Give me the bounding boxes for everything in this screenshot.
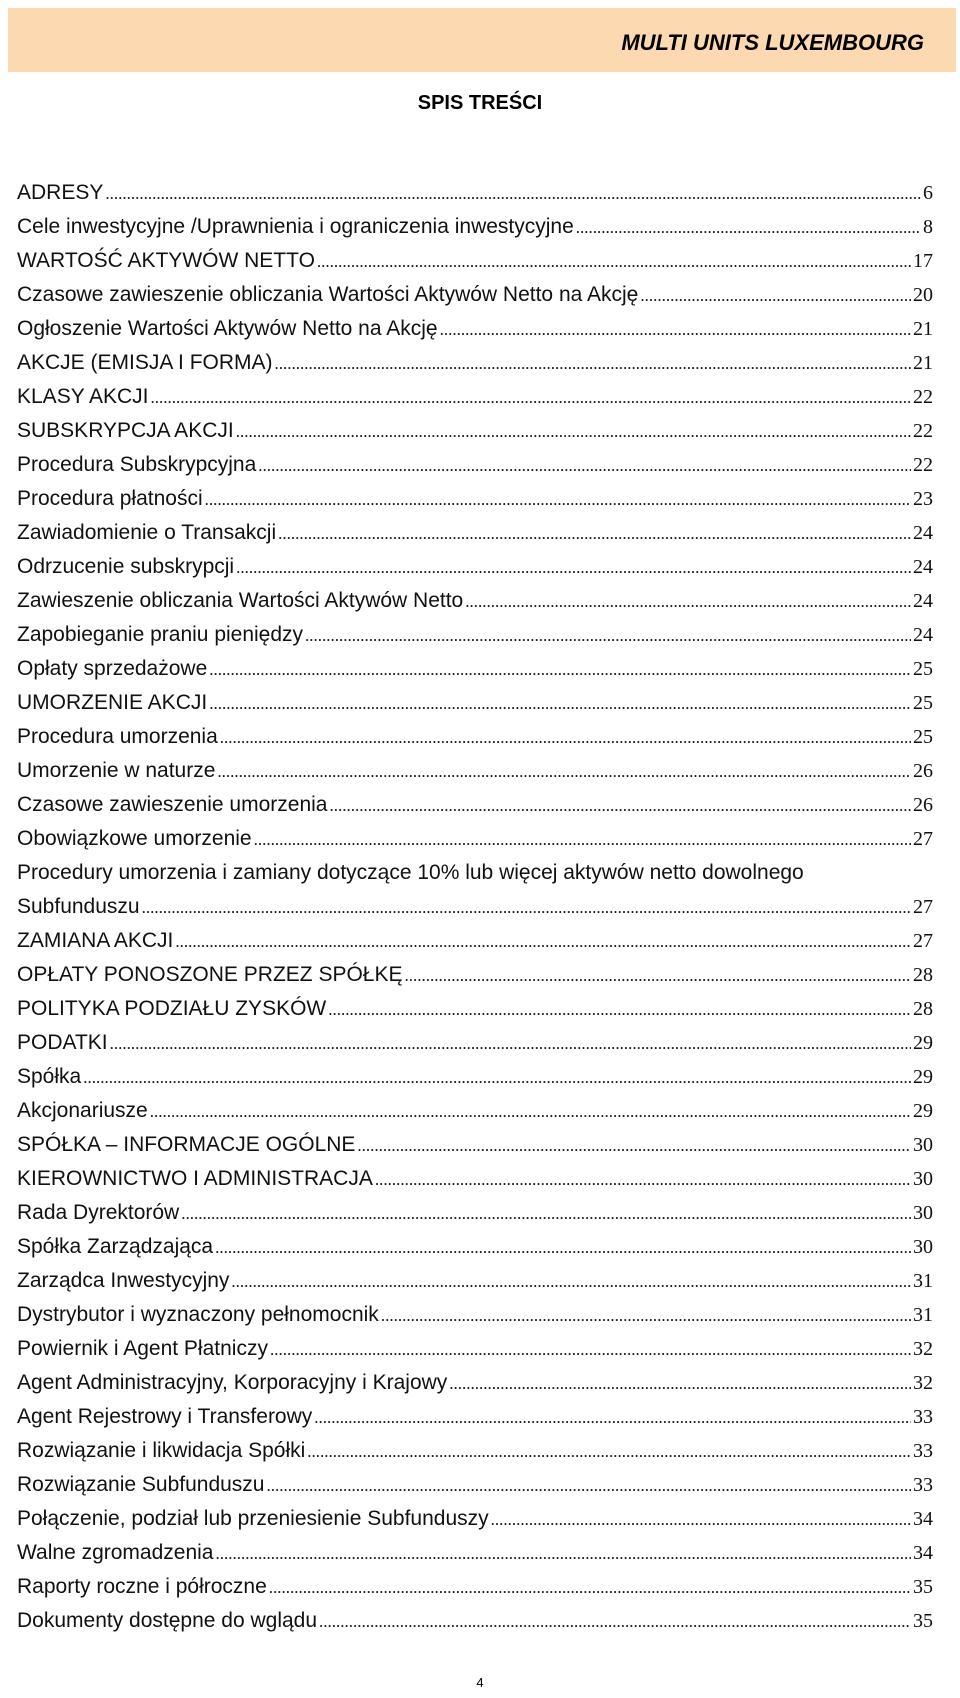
toc-dot-leader — [329, 789, 911, 823]
toc-entry-page: 24 — [913, 590, 933, 612]
toc-entry[interactable] — [17, 1162, 933, 1196]
toc-dot-leader — [215, 1231, 911, 1265]
toc-entry[interactable] — [17, 686, 933, 720]
toc-entry[interactable] — [17, 1366, 933, 1400]
toc-entry-title: WARTOŚĆ AKTYWÓW NETTO — [17, 249, 315, 272]
toc-entry[interactable] — [17, 210, 933, 244]
toc-entry-page: 30 — [913, 1168, 933, 1190]
toc-dot-leader — [576, 211, 921, 245]
toc-entry-page: 30 — [913, 1236, 933, 1258]
toc-entry-title: Czasowe zawieszenie obliczania Wartości Aktywów Netto na Akcję — [17, 283, 639, 306]
document-header-band — [8, 8, 956, 72]
toc-entry-page: 30 — [913, 1202, 933, 1224]
toc-entry-title: Zapobieganie praniu pieniędzy — [17, 623, 304, 646]
toc-dot-leader — [220, 721, 911, 755]
toc-entry-page: 35 — [913, 1610, 933, 1632]
toc-dot-leader — [216, 1537, 912, 1571]
toc-entry-title: Rozwiązanie i likwidacja Spółki — [17, 1439, 306, 1462]
toc-entry[interactable] — [17, 788, 933, 822]
toc-dot-leader — [491, 1503, 911, 1537]
toc-entry-title: KIEROWNICTWO I ADMINISTRACJA — [17, 1167, 373, 1190]
toc-entry-page: 27 — [913, 930, 933, 952]
toc-dot-leader — [205, 483, 911, 517]
toc-entry-title: Umorzenie w naturze — [17, 759, 216, 782]
toc-dot-leader — [209, 687, 911, 721]
toc-entry-title: Spółka Zarządzająca — [17, 1235, 214, 1258]
toc-entry-page: 25 — [913, 726, 933, 748]
toc-dot-leader — [209, 653, 911, 687]
toc-entry[interactable] — [17, 414, 933, 448]
toc-entry-title-line1: Procedury umorzenia i zamiany dotyczące 10% lub więcej aktywów netto dowolnego — [17, 861, 804, 884]
toc-entry[interactable] — [17, 1434, 933, 1468]
toc-dot-leader — [317, 245, 911, 279]
toc-dot-leader — [181, 1197, 911, 1231]
toc-entry[interactable] — [17, 1060, 933, 1094]
toc-entry-title: Ogłoszenie Wartości Aktywów Netto na Akcję — [17, 317, 438, 340]
toc-entry-title: Rozwiązanie Subfunduszu — [17, 1473, 265, 1496]
toc-entry-title: Zarządca Inwestycyjny — [17, 1269, 230, 1292]
toc-entry-title: KLASY AKCJI — [17, 385, 149, 408]
toc-entry[interactable] — [17, 516, 933, 550]
toc-entry[interactable] — [17, 1468, 933, 1502]
toc-entry-page: 31 — [913, 1304, 933, 1326]
page-number: 4 — [476, 1675, 484, 1690]
toc-entry-page: 22 — [913, 386, 933, 408]
toc-dot-leader — [150, 1095, 911, 1129]
toc-entry-title: Walne zgromadzenia — [17, 1541, 214, 1564]
toc-entry-page: 32 — [913, 1372, 933, 1394]
toc-entry-page: 22 — [913, 454, 933, 476]
toc-entry-page: 26 — [913, 760, 933, 782]
toc-dot-leader — [275, 347, 911, 381]
toc-entry-page: 6 — [923, 182, 933, 204]
document-header-title: MULTI UNITS LUXEMBOURG — [621, 30, 924, 55]
toc-entry-title: Zawiadomienie o Transakcji — [17, 521, 277, 544]
toc-entry-title: Powiernik i Agent Płatniczy — [17, 1337, 268, 1360]
toc-entry-title: ZAMIANA AKCJI — [17, 929, 174, 952]
toc-dot-leader — [640, 279, 911, 313]
toc-dot-leader — [449, 1367, 911, 1401]
toc-dot-leader — [267, 1469, 912, 1503]
toc-entry-page: 34 — [913, 1542, 933, 1564]
toc-entry[interactable] — [17, 550, 933, 584]
toc-entry-page: 27 — [913, 828, 933, 850]
toc-entry-page: 28 — [913, 964, 933, 986]
toc-entry-page: 24 — [913, 624, 933, 646]
toc-entry-title: Dystrybutor i wyznaczony pełnomocnik — [17, 1303, 379, 1326]
toc-entry-page: 33 — [913, 1474, 933, 1496]
toc-entry[interactable] — [17, 1536, 933, 1570]
toc-entry[interactable] — [17, 346, 933, 380]
toc-entry-title: Połączenie, podział lub przeniesienie Subfunduszy — [17, 1507, 489, 1530]
toc-entry-title: Spółka — [17, 1065, 82, 1088]
toc-dot-leader — [175, 925, 911, 959]
toc-entry[interactable] — [17, 754, 933, 788]
toc-dot-leader — [269, 1571, 911, 1605]
toc-entry[interactable] — [17, 1502, 933, 1536]
toc-entry[interactable] — [17, 652, 933, 686]
toc-entry-page: 32 — [913, 1338, 933, 1360]
toc-entry-title: Odrzucenie subskrypcji — [17, 555, 235, 578]
toc-entry[interactable] — [17, 278, 933, 312]
toc-entry-page: 17 — [913, 250, 933, 272]
toc-entry[interactable] — [17, 1128, 933, 1162]
toc-dot-leader — [258, 449, 911, 483]
toc-dot-leader — [319, 1605, 911, 1639]
toc-entry[interactable] — [17, 380, 933, 414]
toc-entry[interactable] — [17, 1026, 933, 1060]
toc-dot-leader — [110, 1027, 911, 1061]
toc-entry-title: Cele inwestycyjne /Uprawnienia i ograniczenia inwestycyjne — [17, 215, 574, 238]
toc-dot-leader — [328, 993, 911, 1027]
toc-entry-title: UMORZENIE AKCJI — [17, 691, 208, 714]
toc-entry[interactable] — [17, 1570, 933, 1604]
toc-dot-leader — [440, 313, 911, 347]
toc-entry[interactable] — [17, 244, 933, 278]
toc-entry-title: Raporty roczne i półroczne — [17, 1575, 267, 1598]
toc-entry[interactable] — [17, 924, 933, 958]
toc-entry-title: ADRESY — [17, 181, 104, 204]
toc-entry-title: Obowiązkowe umorzenie — [17, 827, 252, 850]
toc-entry[interactable] — [17, 312, 933, 346]
toc-entry-title: Rada Dyrektorów — [17, 1201, 180, 1224]
toc-entry-page: 26 — [913, 794, 933, 816]
toc-entry-page: 21 — [913, 352, 933, 374]
toc-entry[interactable] — [17, 1094, 933, 1128]
toc-entry-page: 22 — [913, 420, 933, 442]
toc-entry-page: 20 — [913, 284, 933, 306]
toc-entry-title: SUBSKRYPCJA AKCJI — [17, 419, 234, 442]
toc-entry[interactable] — [17, 856, 933, 924]
toc-entry-page: 25 — [913, 658, 933, 680]
toc-dot-leader — [465, 585, 911, 619]
toc-dot-leader — [307, 1435, 911, 1469]
toc-entry-title: Opłaty sprzedażowe — [17, 657, 208, 680]
toc-entry-title: OPŁATY PONOSZONE PRZEZ SPÓŁKĘ — [17, 963, 403, 986]
toc-dot-leader — [405, 959, 912, 993]
toc-entry-page: 31 — [913, 1270, 933, 1292]
toc-dot-leader — [314, 1401, 911, 1435]
toc-dot-leader — [254, 823, 911, 857]
toc-entry-title-line2: Subfunduszu — [17, 895, 140, 918]
toc-entry-page: 24 — [913, 522, 933, 544]
toc-entry-title: Agent Administracyjny, Korporacyjny i Krajowy — [17, 1371, 448, 1394]
toc-entry-page: 34 — [913, 1508, 933, 1530]
toc-entry[interactable] — [17, 584, 933, 618]
toc-entry[interactable] — [17, 448, 933, 482]
toc-entry-page: 29 — [913, 1066, 933, 1088]
toc-dot-leader — [236, 551, 911, 585]
toc-dot-leader — [105, 177, 921, 211]
toc-dot-leader — [236, 415, 911, 449]
toc-entry-page: 28 — [913, 998, 933, 1020]
toc-entry[interactable] — [17, 992, 933, 1026]
toc-entry-title: Akcjonariusze — [17, 1099, 148, 1122]
toc-entry-title: Dokumenty dostępne do wglądu — [17, 1609, 318, 1632]
toc-dot-leader — [381, 1299, 911, 1333]
toc-entry[interactable] — [17, 958, 933, 992]
toc-entry-page: 35 — [913, 1576, 933, 1598]
toc-dot-leader — [357, 1129, 911, 1163]
toc-entry[interactable] — [17, 720, 933, 754]
toc-entry[interactable] — [17, 482, 933, 516]
toc-dot-leader — [142, 891, 911, 925]
toc-entry-page: 25 — [913, 692, 933, 714]
toc-entry-title: Procedura Subskrypcyjna — [17, 453, 257, 476]
toc-entry-page: 21 — [913, 318, 933, 340]
toc-heading: SPIS TREŚCI — [417, 92, 543, 114]
toc-dot-leader — [278, 517, 911, 551]
toc-entry-page: 29 — [913, 1100, 933, 1122]
toc-entry[interactable] — [17, 1196, 933, 1230]
toc-entry[interactable] — [17, 1604, 933, 1638]
table-of-contents — [17, 176, 933, 1638]
toc-entry-page: 8 — [923, 216, 933, 238]
toc-entry-title: AKCJE (EMISJA I FORMA) — [17, 351, 273, 374]
toc-entry[interactable] — [17, 618, 933, 652]
toc-entry-title: POLITYKA PODZIAŁU ZYSKÓW — [17, 997, 327, 1020]
toc-dot-leader — [217, 755, 911, 789]
toc-entry[interactable] — [17, 1230, 933, 1264]
toc-entry-page: 30 — [913, 1134, 933, 1156]
toc-dot-leader — [83, 1061, 911, 1095]
toc-entry[interactable] — [17, 1400, 933, 1434]
toc-entry-title: Czasowe zawieszenie umorzenia — [17, 793, 328, 816]
toc-entry-page: 29 — [913, 1032, 933, 1054]
toc-entry-title: Procedura umorzenia — [17, 725, 218, 748]
toc-entry-title: SPÓŁKA – INFORMACJE OGÓLNE — [17, 1133, 356, 1156]
toc-entry-page: 27 — [913, 896, 933, 918]
toc-entry-page: 33 — [913, 1406, 933, 1428]
toc-dot-leader — [270, 1333, 911, 1367]
toc-entry[interactable] — [17, 822, 933, 856]
toc-dot-leader — [305, 619, 911, 653]
toc-entry[interactable] — [17, 1332, 933, 1366]
toc-entry-page: 23 — [913, 488, 933, 510]
toc-entry[interactable] — [17, 1264, 933, 1298]
toc-entry[interactable] — [17, 1298, 933, 1332]
toc-dot-leader — [151, 381, 911, 415]
toc-entry-title: Agent Rejestrowy i Transferowy — [17, 1405, 313, 1428]
toc-dot-leader — [375, 1163, 911, 1197]
toc-entry-title: PODATKI — [17, 1031, 108, 1054]
toc-entry-page: 33 — [913, 1440, 933, 1462]
toc-entry-page: 24 — [913, 556, 933, 578]
toc-entry-title: Procedura płatności — [17, 487, 203, 510]
toc-entry-title: Zawieszenie obliczania Wartości Aktywów Netto — [17, 589, 464, 612]
toc-entry[interactable] — [17, 176, 933, 210]
toc-dot-leader — [231, 1265, 911, 1299]
